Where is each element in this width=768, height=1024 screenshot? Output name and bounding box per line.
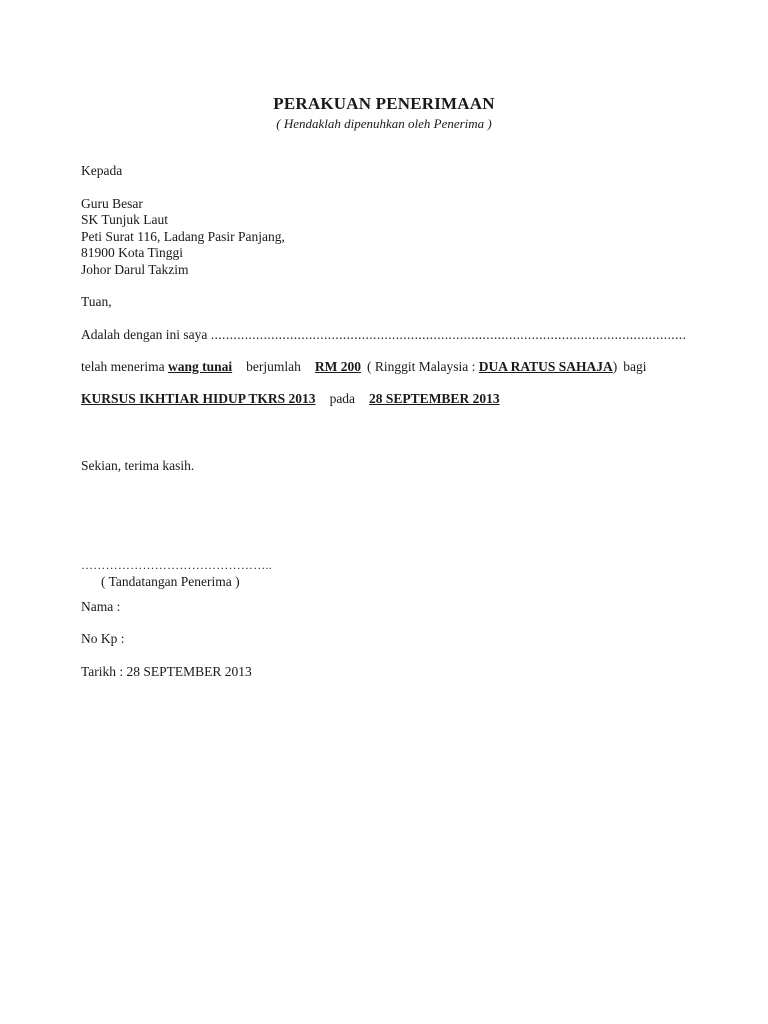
address-line-2: SK Tunjuk Laut [81,212,169,227]
for-label: bagi [623,359,647,374]
closing: Sekian, terima kasih. [81,458,195,473]
amount-label: berjumlah [246,359,301,374]
ringgit-prefix: ( Ringgit Malaysia : [366,359,479,374]
course-name: KURSUS IKHTIAR HIDUP TKRS 2013 [81,391,316,406]
amount-words: DUA RATUS SAHAJA [478,359,613,374]
salutation-to: Kepada [81,163,123,178]
declaration-prefix: Adalah dengan ini saya [81,327,211,342]
address-line-4: 81900 Kota Tinggi [81,245,184,260]
ic-label: No Kp : [81,631,125,646]
name-label: Nama : [81,599,121,614]
signature-dots: ……………………………………….. [81,558,273,572]
received-prefix: telah menerima [81,359,168,374]
signature-label: ( Tandatangan Penerima ) [101,574,240,589]
greeting: Tuan, [81,294,112,309]
declaration-dots: .............................................................................................................................. [210,327,687,342]
course-line [81,391,500,407]
amount-value: RM 200 [314,359,361,374]
course-date: 28 SEPTEMBER 2013 [369,391,500,406]
received-line [81,359,647,375]
cash-label: wang tunai [167,359,233,374]
document-title: PERAKUAN PENERIMAAN [273,94,495,113]
ringgit-suffix: ) [612,359,618,374]
document-subtitle: ( Hendaklah dipenuhkan oleh Penerima ) [276,116,492,131]
signature-label-line [81,574,240,590]
date-line: Tarikh : 28 SEPTEMBER 2013 [81,664,252,679]
declaration-line [81,327,686,343]
address-line-5: Johor Darul Takzim [81,262,189,277]
address-line-1: Guru Besar [81,196,143,211]
address-line-3: Peti Surat 116, Ladang Pasir Panjang, [81,229,285,244]
course-on: pada [329,391,356,406]
